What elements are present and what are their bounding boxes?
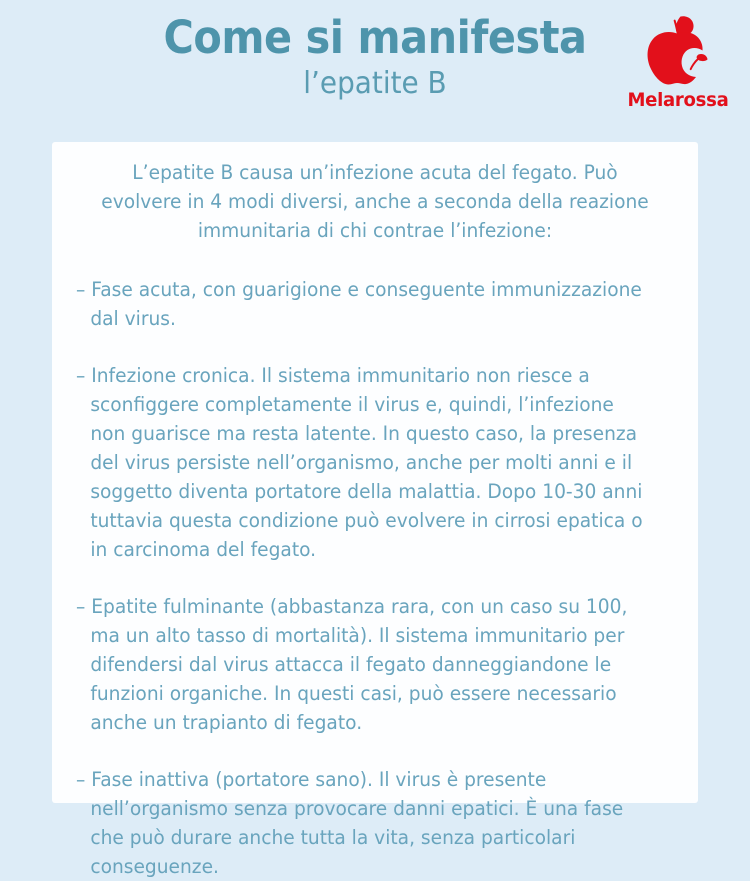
content-card xyxy=(52,142,698,878)
list-item-text: Infezione cronica. Il sistema immunitario non riesce a sconfiggere completamente il virus e, quindi, l’infezione non guarisce ma resta latente. In questo caso, la presenza del virus persiste nell’organismo, anche per molti anni e il soggetto diventa portatore della malattia. Dopo 10-30 anni tuttavia questa condizione può evolvere in cirrosi epatica o in carcinoma del fegato. xyxy=(90,364,643,561)
bullet-list xyxy=(76,275,647,881)
bullet-marker: – xyxy=(76,364,86,387)
logo-wordmark: Melarossa xyxy=(627,89,729,111)
header xyxy=(0,0,750,132)
list-item-text: Epatite fulminante (abbastanza rara, con un caso su 100, ma un alto tasso di mortalità). Il sistema immunitario per difendersi dal virus attacca il fegato danneggiandone le funzioni organiche. In questi casi, può essere necessario anche un trapianto di fegato. xyxy=(90,595,628,734)
list-item-text: Fase acuta, con guarigione e conseguente immunizzazione dal virus. xyxy=(90,278,642,330)
page-title: Come si manifesta xyxy=(163,11,587,64)
list-item xyxy=(76,592,647,737)
list-item xyxy=(76,275,647,333)
page-subtitle: l’epatite B xyxy=(303,66,447,102)
bullet-marker: – xyxy=(76,278,86,301)
list-item xyxy=(76,361,647,564)
melarossa-logo xyxy=(622,12,734,116)
intro-paragraph: L’epatite B causa un’infezione acuta del fegato. Può evolvere in 4 modi diversi, anche a seconda della reazione immunitaria di chi contrae l’infezione: xyxy=(101,161,649,242)
list-item-text: Fase inattiva (portatore sano). Il virus è presente nell’organismo senza provocare danni epatici. È una fase che può durare anche tutta la vita, senza particolari conseguenze. xyxy=(90,768,624,878)
bullet-marker: – xyxy=(76,768,86,791)
list-item xyxy=(76,765,647,881)
bullet-marker: – xyxy=(76,595,86,618)
red-apple-with-bite-icon xyxy=(642,12,714,88)
